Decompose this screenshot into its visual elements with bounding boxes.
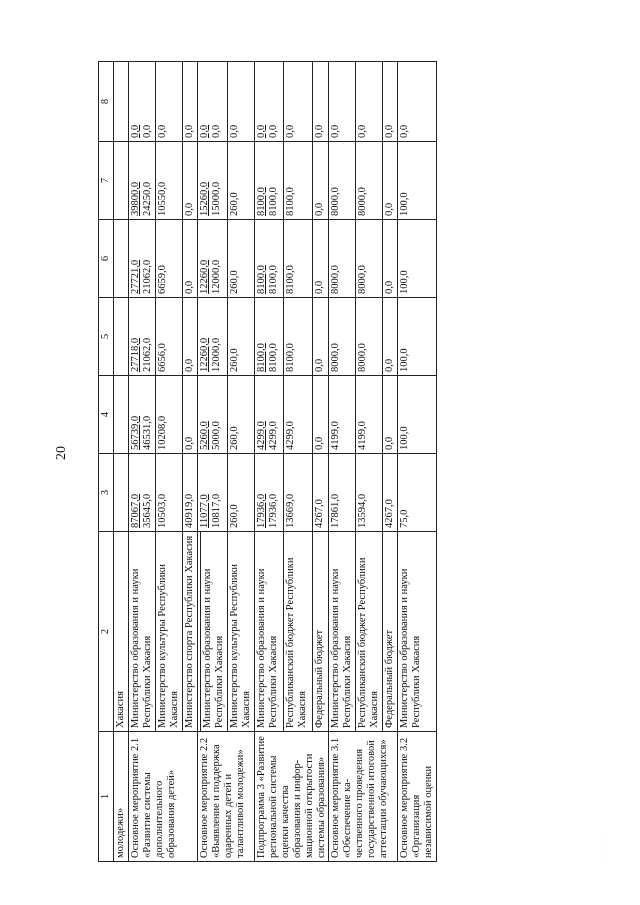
value-cell: 56739,0 46531,0 [128, 376, 155, 454]
value-cell: 4299,0 [283, 376, 312, 454]
value-cell: 0,0 [182, 220, 197, 298]
value-cell: 12260,0 12000,0 [197, 220, 227, 298]
table-row [113, 62, 128, 862]
executor-cell: Республиканский бюджет Республики Хакасия [283, 532, 312, 732]
executor-cell: Хакасия [113, 532, 128, 732]
value-cell: 8100,0 8100,0 [254, 142, 283, 220]
value-cell: 0,0 0,0 [128, 62, 155, 142]
value-cell: 12260,0 12000,0 [197, 298, 227, 376]
program-cell: Подпрограмма 3 «Развитие региональной системы оценки качества образования и инфор-мационной открытости системы образования» [254, 732, 329, 862]
page-number: 20 [54, 446, 69, 460]
value-cell: 260,0 [227, 298, 254, 376]
value-cell: 8100,0 [283, 298, 312, 376]
program-cell: молодежи» [113, 732, 128, 862]
value-cell: 0,0 [227, 62, 254, 142]
value-cell: 0,0 [383, 220, 398, 298]
value-cell: 10503,0 [155, 454, 182, 532]
value-cell: 4267,0 [313, 454, 329, 532]
executor-cell: Министерство образования и науки Республики Хакасия [398, 532, 437, 732]
value-cell: 0,0 0,0 [197, 62, 227, 142]
executor-cell: Министерство культуры Республики Хакасия [227, 532, 254, 732]
value-cell: 27718,0 21062,0 [128, 298, 155, 376]
value-cell: 10550,0 [155, 142, 182, 220]
executor-cell: Федеральный бюджет [313, 532, 329, 732]
value-cell: 8100,0 [283, 142, 312, 220]
program-cell: Основное мероприятие 2.2 «Выявление и поддержка одаренных детей и талантливой молодежи» [197, 732, 254, 862]
value-cell: 0,0 [398, 62, 437, 142]
value-cell: 0,0 [383, 142, 398, 220]
value-cell: 100,0 [398, 142, 437, 220]
value-cell: 8000,0 [329, 220, 356, 298]
value-cell: 39800,0 24250,0 [128, 142, 155, 220]
value-cell: 0,0 [313, 298, 329, 376]
value-cell: 6656,0 [155, 298, 182, 376]
value-cell: 260,0 [227, 376, 254, 454]
value-cell: 40919,0 [182, 454, 197, 532]
column-header: 2 [99, 532, 114, 732]
header-row [99, 62, 114, 862]
column-header: 7 [99, 142, 114, 220]
value-cell: 15260,0 15000,0 [197, 142, 227, 220]
value-cell: 5260,0 5000,0 [197, 376, 227, 454]
value-cell: 8100,0 8100,0 [254, 298, 283, 376]
value-cell: 17936,0 17936,0 [254, 454, 283, 532]
program-cell: Основное мероприятие 3.2 «Организация независимой оценки [398, 732, 437, 862]
value-cell: 8100,0 8100,0 [254, 220, 283, 298]
value-cell: 260,0 [227, 454, 254, 532]
table-row [254, 62, 283, 862]
value-cell: 8100,0 [283, 220, 312, 298]
value-cell: 75,0 [398, 454, 437, 532]
column-header: 8 [99, 62, 114, 142]
executor-cell: Республиканский бюджет Республики Хакасия [356, 532, 383, 732]
value-cell: 0,0 [313, 376, 329, 454]
table-row [197, 62, 200, 862]
column-header: 1 [99, 732, 114, 862]
value-cell: 8000,0 [329, 298, 356, 376]
value-cell: 10208,0 [155, 376, 182, 454]
value-cell: 4267,0 [383, 454, 398, 532]
budget-table [98, 61, 437, 862]
value-cell: 100,0 [398, 376, 437, 454]
value-cell: 100,0 [398, 298, 437, 376]
executor-cell: Министерство образования и науки Республики Хакасия [254, 532, 283, 732]
value-cell: 87067,0 35645,0 [128, 454, 155, 532]
executor-cell: Министерство образования и науки Республики Хакасия [329, 532, 356, 732]
value-cell: 0,0 [329, 62, 356, 142]
executor-cell: Министерство культуры Республики Хакасия [155, 532, 182, 732]
value-cell: 8000,0 [329, 142, 356, 220]
value-cell: 0,0 [283, 62, 312, 142]
executor-cell: Министерство спорта Республики Хакасия [182, 532, 197, 732]
value-cell: 4299,0 4299,0 [254, 376, 283, 454]
value-cell: 0,0 [313, 62, 329, 142]
value-cell: 0,0 [383, 298, 398, 376]
program-cell: Основное мероприятие 2.1 «Развитие системы дополнительного образования детей» [128, 732, 197, 862]
value-cell: 0,0 [155, 62, 182, 142]
value-cell: 0,0 [383, 376, 398, 454]
program-cell: Основное мероприятие 3.1 «Обеспечение ка-чественного проведения государственной итоговой аттестации обучающихся» [329, 732, 398, 862]
value-cell: 0,0 [383, 62, 398, 142]
value-cell: 8000,0 [356, 142, 383, 220]
budget-table-sheet [98, 62, 598, 862]
value-cell: 0,0 [182, 298, 197, 376]
value-cell: 0,0 [356, 62, 383, 142]
value-cell: 8000,0 [356, 298, 383, 376]
column-header: 5 [99, 298, 114, 376]
margin-marks: · · · · [600, 834, 606, 862]
value-cell: 17861,0 [329, 454, 356, 532]
value-cell: 0,0 [182, 376, 197, 454]
value-cell: 260,0 [227, 220, 254, 298]
value-cell: 4199,0 [329, 376, 356, 454]
value-cell: 0,0 [313, 220, 329, 298]
value-cell: 27721,0 21062,0 [128, 220, 155, 298]
table-row [128, 62, 155, 862]
table-row [329, 62, 356, 862]
value-cell: 0,0 [313, 142, 329, 220]
value-cell: 13669,0 [283, 454, 312, 532]
value-cell: 4199,0 [356, 376, 383, 454]
value-cell: 8000,0 [356, 220, 383, 298]
column-header: 3 [99, 454, 114, 532]
value-cell: 13594,0 [356, 454, 383, 532]
table-row [398, 62, 437, 862]
value-cell: 100,0 [398, 220, 437, 298]
value-cell: 6659,0 [155, 220, 182, 298]
value-cell: 260,0 [227, 142, 254, 220]
value-cell: 0,0 [182, 142, 197, 220]
column-header: 6 [99, 220, 114, 298]
executor-cell: Министерство образования и науки Республики Хакасия [128, 532, 155, 732]
value-cell: 11077,0 10817,0 [197, 454, 227, 532]
value-cell: 0,0 0,0 [254, 62, 283, 142]
executor-cell: Федеральный бюджет [383, 532, 398, 732]
column-header: 4 [99, 376, 114, 454]
executor-cell: Министерство образования и науки Республики Хакасия [200, 532, 227, 732]
value-cell: 0,0 [182, 62, 197, 142]
